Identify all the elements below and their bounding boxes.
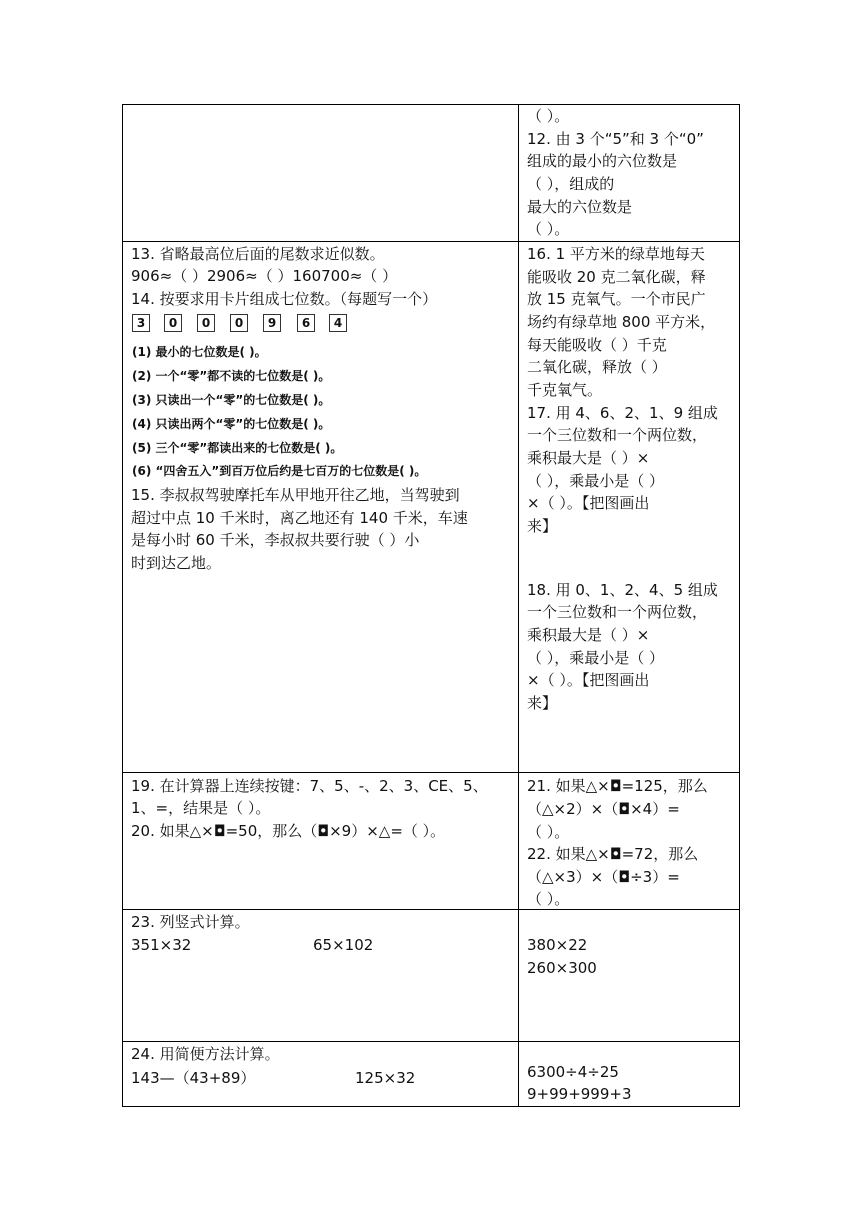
- q24-problem-b: 125×32: [355, 1069, 416, 1087]
- row3-right-cell: [519, 773, 740, 910]
- digit-card: 3: [132, 314, 150, 332]
- digit-card: 0: [197, 314, 215, 332]
- row5-right-cell: [519, 1042, 740, 1107]
- row4-left-cell: [123, 910, 519, 1042]
- row4-right-cell: [519, 910, 740, 1042]
- q18-line3: 乘积最大是（ ）×: [527, 626, 650, 644]
- q18-line4: （ ），乘最小是（ ）: [527, 649, 665, 667]
- q21-line1: 21. 如果△×◘=125，那么: [527, 777, 708, 795]
- q22-line2: （△×3）×（◘÷3）=: [527, 868, 680, 886]
- q16-line4: 场约有绿草地 800 平方米，: [527, 313, 716, 331]
- q20-line: 20. 如果△×◘=50，那么（◘×9）×△=（ ）。: [131, 822, 446, 840]
- q18-line6: 来】: [527, 694, 558, 712]
- row1-left-cell: [123, 105, 519, 242]
- q24-problem-d: 9+99+999+3: [527, 1085, 632, 1103]
- row2-left-cell: [123, 242, 519, 773]
- q17-line2: 一个三位数和一个两位数，: [527, 426, 708, 444]
- row5-left-cell: [123, 1042, 519, 1107]
- q12-line4: 最大的六位数是: [527, 198, 633, 216]
- q23-problem-c: 380×22: [527, 936, 588, 954]
- q18-line5: ×（ ）。【把图画出: [527, 671, 650, 689]
- q22-line3: （ ）。: [527, 890, 570, 908]
- digit-card: 0: [230, 314, 248, 332]
- q17-line1: 17. 用 4、6、2、1、9 组成: [527, 404, 718, 422]
- q12-line1: 12. 由 3 个“5”和 3 个“0”: [527, 130, 704, 148]
- digit-card: 9: [263, 314, 281, 332]
- q16-line3: 放 15 克氧气。一个市民广: [527, 290, 706, 308]
- worksheet-table: [122, 104, 740, 1107]
- q13-line: 906≈（ ）2906≈（ ）160700≈（ ）: [131, 267, 398, 285]
- q19-line1: 19. 在计算器上连续按键：7、5、-、2、3、CE、5、: [131, 777, 488, 795]
- q24-problem-c: 6300÷4÷25: [527, 1063, 619, 1081]
- q22-line1: 22. 如果△×◘=72，那么: [527, 845, 699, 863]
- q14-item-3: (3) 只读出一个“零”的七位数是( )。: [132, 393, 331, 407]
- q19-line2: 1、=，结果是（ ）。: [131, 799, 271, 817]
- q14-item-6: (6) “四舍五入”到百万位后约是七百万的七位数是( )。: [132, 464, 427, 478]
- q17-line4: （ ），乘最小是（ ）: [527, 472, 665, 490]
- q15-line4: 时到达乙地。: [131, 554, 222, 572]
- q23-title: 23. 列竖式计算。: [131, 913, 250, 931]
- q21-line2: （△×2）×（◘×4）=: [527, 800, 680, 818]
- q16-line7: 千克氧气。: [527, 381, 603, 399]
- q12-line2: 组成的最小的六位数是: [527, 152, 678, 170]
- row1-right-cell: [519, 105, 740, 242]
- digit-card: 4: [329, 314, 347, 332]
- q16-line6: 二氧化碳，释放（ ）: [527, 358, 667, 376]
- q17-line3: 乘积最大是（ ）×: [527, 449, 650, 467]
- q21-line3: （ ）。: [527, 823, 570, 841]
- q16-line2: 能吸收 20 克二氧化碳，释: [527, 268, 706, 286]
- q14-item-2: (2) 一个“零”都不读的七位数是( )。: [132, 369, 331, 383]
- q16-line1: 16. 1 平方米的绿草地每天: [527, 245, 705, 263]
- q23-problem-d: 260×300: [527, 959, 597, 977]
- row3-left-cell: [123, 773, 519, 910]
- digit-card: 0: [164, 314, 182, 332]
- q23-problem-a: 351×32: [131, 936, 192, 954]
- q17-line6: 来】: [527, 517, 558, 535]
- q14-title: 14. 按要求用卡片组成七位数。（每题写一个）: [131, 290, 438, 308]
- q24-problem-a: 143—（43+89）: [131, 1069, 256, 1087]
- q18-line2: 一个三位数和一个两位数，: [527, 603, 708, 621]
- q15-line2: 超过中点 10 千米时，离乙地还有 140 千米，车速: [131, 509, 468, 527]
- row2-right-cell: [519, 242, 740, 773]
- q15-line1: 15. 李叔叔驾驶摩托车从甲地开往乙地，当驾驶到: [131, 486, 460, 504]
- q16-line5: 每天能吸收（ ）千克: [527, 336, 667, 354]
- q12-line3: （ ），组成的: [527, 175, 615, 193]
- q14-item-4: (4) 只读出两个“零”的七位数是( )。: [132, 417, 331, 431]
- q15-line3: 是每小时 60 千米，李叔叔共要行驶（ ）小: [131, 531, 420, 549]
- q24-title: 24. 用简便方法计算。: [131, 1045, 280, 1063]
- q17-line5: ×（ ）。【把图画出: [527, 494, 650, 512]
- q18-line1: 18. 用 0、1、2、4、5 组成: [527, 581, 718, 599]
- q23-problem-b: 65×102: [313, 936, 374, 954]
- q12-line5: （ ）。: [527, 220, 570, 238]
- q14-item-1: (1) 最小的七位数是( )。: [132, 345, 267, 359]
- q13-title: 13. 省略最高位后面的尾数求近似数。: [131, 245, 385, 263]
- digit-card: 6: [297, 314, 315, 332]
- q11-answer-line: （ ）。: [527, 107, 570, 125]
- q14-item-5: (5) 三个“零”都读出来的七位数是( )。: [132, 441, 343, 455]
